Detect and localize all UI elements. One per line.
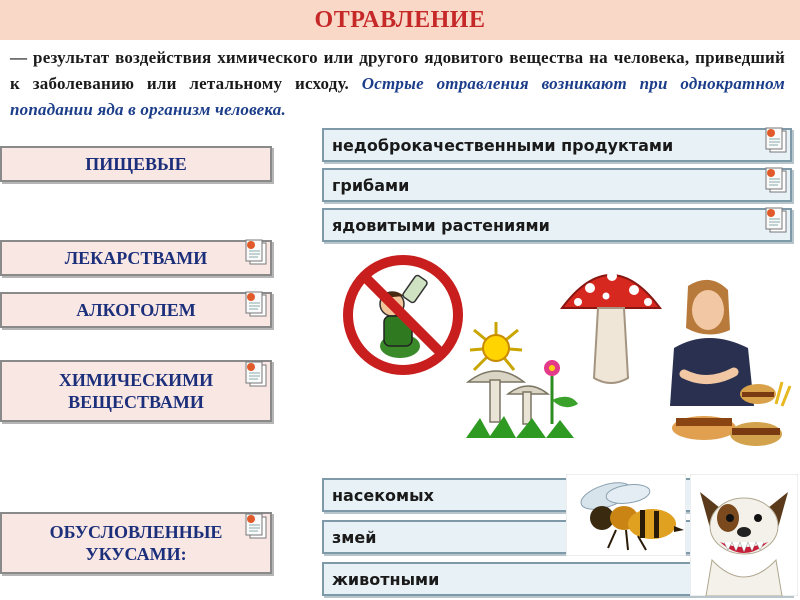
category-food[interactable] xyxy=(0,146,272,182)
page-title: ОТРАВЛЕНИЕ xyxy=(314,6,486,33)
document-link-icon[interactable] xyxy=(244,290,268,318)
category-medicine-label: ЛЕКАРСТВАМИ xyxy=(64,248,208,268)
document-link-icon[interactable] xyxy=(244,238,268,266)
food-type-poison-plants[interactable] xyxy=(322,208,792,242)
category-bites-line1: ОБУСЛОВЛЕННЫЕ xyxy=(49,522,223,542)
food-type-mushrooms[interactable] xyxy=(322,168,792,202)
bee-illustration xyxy=(566,474,686,556)
category-bites[interactable] xyxy=(0,512,272,574)
bite-type-label: змей xyxy=(332,527,377,547)
food-type-label: ядовитыми растениями xyxy=(332,215,550,235)
plants-mushrooms-illustration xyxy=(456,320,596,450)
food-type-bad-products[interactable] xyxy=(322,128,792,162)
category-food-label: ПИЩЕВЫЕ xyxy=(85,154,187,174)
category-alcohol[interactable] xyxy=(0,292,272,328)
definition-text xyxy=(10,45,785,123)
title-bar xyxy=(0,0,800,40)
food-type-label: грибами xyxy=(332,175,410,195)
category-chemicals-line2: ВЕЩЕСТВАМИ xyxy=(68,392,204,412)
food-type-label: недоброкачественными продуктами xyxy=(332,135,674,155)
document-link-icon[interactable] xyxy=(764,206,788,234)
angry-dog-illustration xyxy=(690,474,798,596)
category-medicine[interactable] xyxy=(0,240,272,276)
bite-type-label: насекомых xyxy=(332,485,434,505)
document-link-icon[interactable] xyxy=(764,166,788,194)
category-alcohol-label: АЛКОГОЛЕМ xyxy=(76,300,196,320)
document-link-icon[interactable] xyxy=(764,126,788,154)
category-chemicals-line1: ХИМИЧЕСКИМИ xyxy=(58,370,214,390)
document-link-icon[interactable] xyxy=(244,512,268,540)
stomach-ache-girl-illustration xyxy=(664,278,796,456)
definition-italic: Острые отравления возникают при однократном попадании яда в организм человека. xyxy=(10,74,785,119)
category-bites-line2: УКУСАМИ: xyxy=(85,544,187,564)
no-alcohol-sign-illustration xyxy=(342,254,464,376)
category-chemicals[interactable] xyxy=(0,360,272,422)
bite-type-label: животными xyxy=(332,569,440,589)
document-link-icon[interactable] xyxy=(244,360,268,388)
definition-main: — результат воздействия химического или другого ядовитого вещества на человека, приведший к заболеванию или летальному исходу. xyxy=(10,48,785,93)
